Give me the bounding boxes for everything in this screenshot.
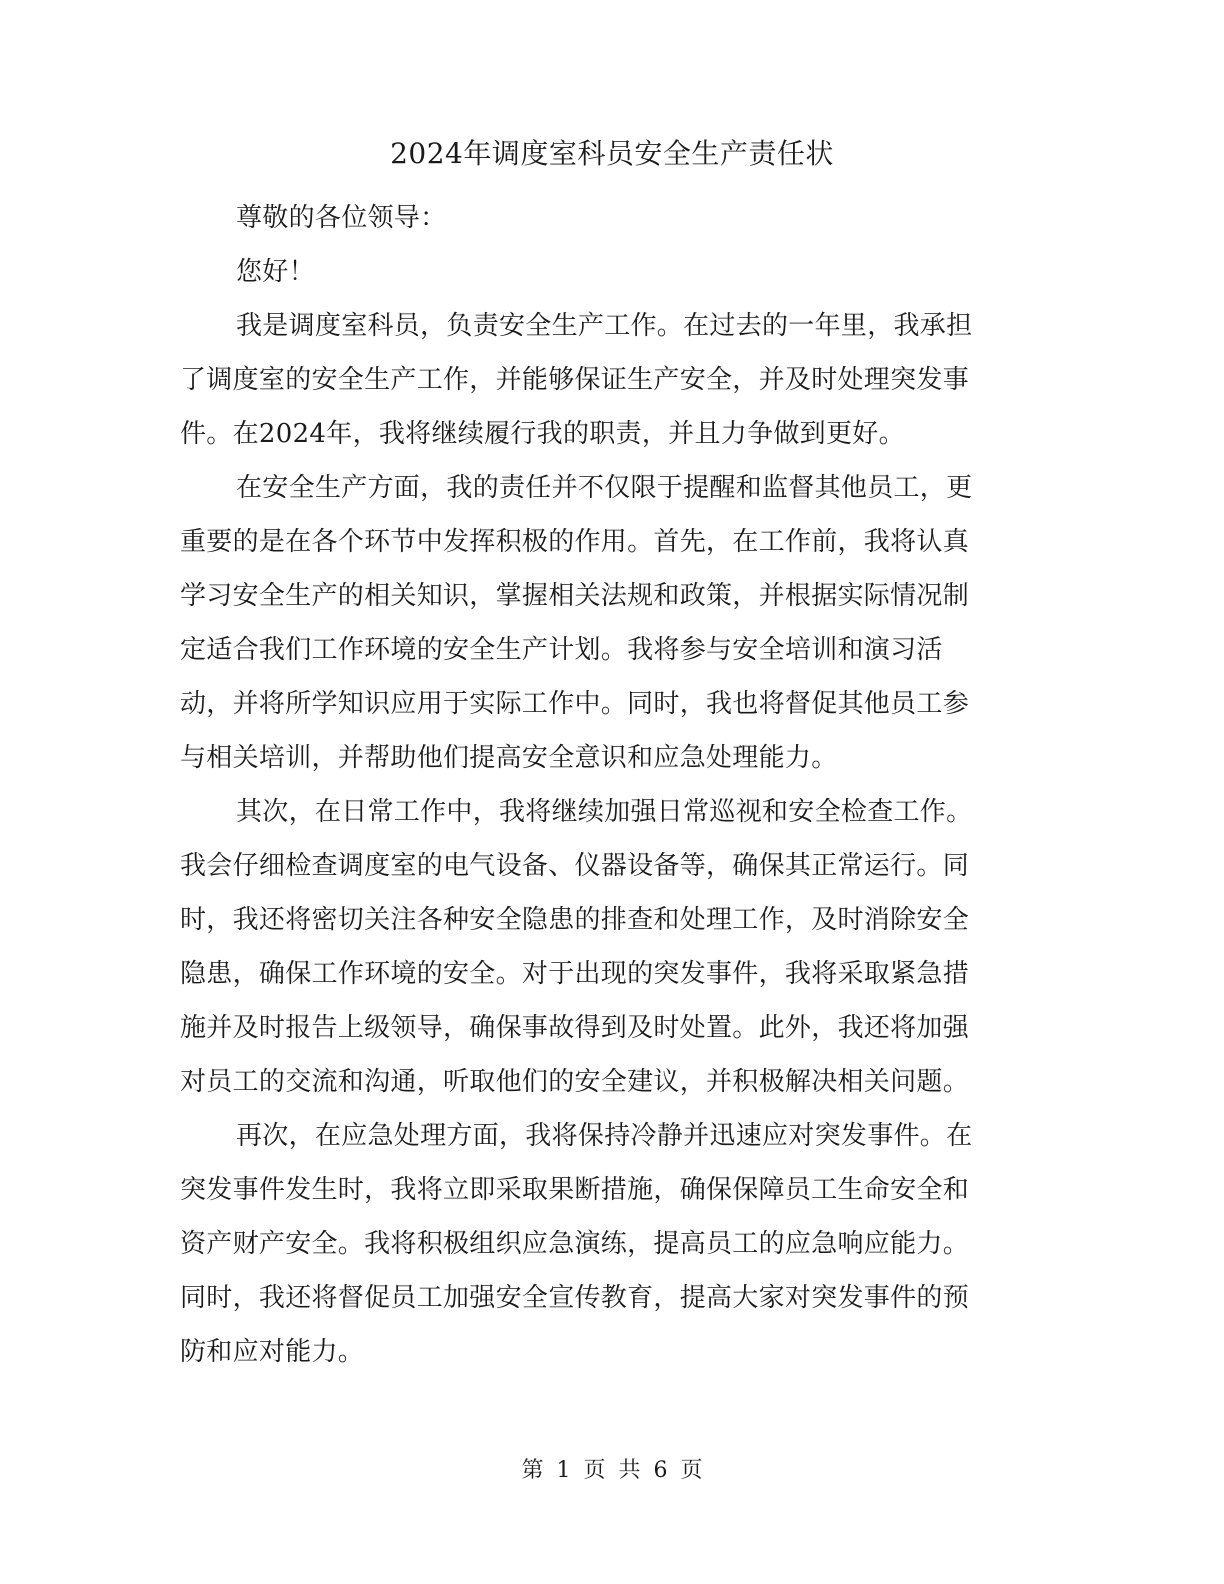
paragraph-4-line: 再次，在应急处理方面，我将保持冷静并迅速应对突发事件。在 xyxy=(236,1121,973,1151)
paragraph-2-line: 学习安全生产的相关知识，掌握相关法规和政策，并根据实际情况制 xyxy=(180,581,970,611)
paragraph-3-line: 隐患，确保工作环境的安全。对于出现的突发事件，我将采取紧急措 xyxy=(180,959,970,989)
paragraph-3-line: 我会仔细检查调度室的电气设备、仪器设备等，确保其正常运行。同 xyxy=(180,851,970,881)
paragraph-3-line: 对员工的交流和沟通，听取他们的安全建议，并积极解决相关问题。 xyxy=(180,1067,970,1097)
paragraph-2-line: 动，并将所学知识应用于实际工作中。同时，我也将督促其他员工参 xyxy=(180,689,970,719)
page-number-footer: 第 1 页 共 6 页 xyxy=(521,1458,703,1483)
paragraph-3-line: 时，我还将密切关注各种安全隐患的排查和处理工作，及时消除安全 xyxy=(180,905,970,935)
paragraph-2-line: 定适合我们工作环境的安全生产计划。我将参与安全培训和演习活 xyxy=(180,635,943,665)
paragraph-2-line: 重要的是在各个环节中发挥积极的作用。首先，在工作前，我将认真 xyxy=(180,527,970,557)
paragraph-3-line: 施并及时报告上级领导，确保事故得到及时处置。此外，我还将加强 xyxy=(180,1013,970,1043)
paragraph-1-line: 我是调度室科员，负责安全生产工作。在过去的一年里，我承担 xyxy=(236,311,973,341)
paragraph-1-line: 了调度室的安全生产工作，并能够保证生产安全，并及时处理突发事 xyxy=(180,365,970,395)
paragraph-1-line: 件。在2024年，我将继续履行我的职责，并且力争做到更好。 xyxy=(180,419,905,449)
greeting: 您好！ xyxy=(236,257,315,287)
paragraph-2-line: 与相关培训，并帮助他们提高安全意识和应急处理能力。 xyxy=(180,743,838,773)
paragraph-3-line: 其次，在日常工作中，我将继续加强日常巡视和安全检查工作。 xyxy=(236,797,973,827)
paragraph-4-line: 突发事件发生时，我将立即采取果断措施，确保保障员工生命安全和 xyxy=(180,1175,970,1205)
paragraph-4-line: 同时，我还将督促员工加强安全宣传教育，提高大家对突发事件的预 xyxy=(180,1283,970,1313)
paragraph-2-line: 在安全生产方面，我的责任并不仅限于提醒和监督其他员工，更 xyxy=(236,473,973,503)
paragraph-4-line: 资产财产安全。我将积极组织应急演练，提高员工的应急响应能力。 xyxy=(180,1229,970,1259)
document-title: 2024年调度室科员安全生产责任状 xyxy=(390,137,834,170)
salutation: 尊敬的各位领导： xyxy=(236,203,447,233)
paragraph-4-line: 防和应对能力。 xyxy=(180,1337,365,1367)
